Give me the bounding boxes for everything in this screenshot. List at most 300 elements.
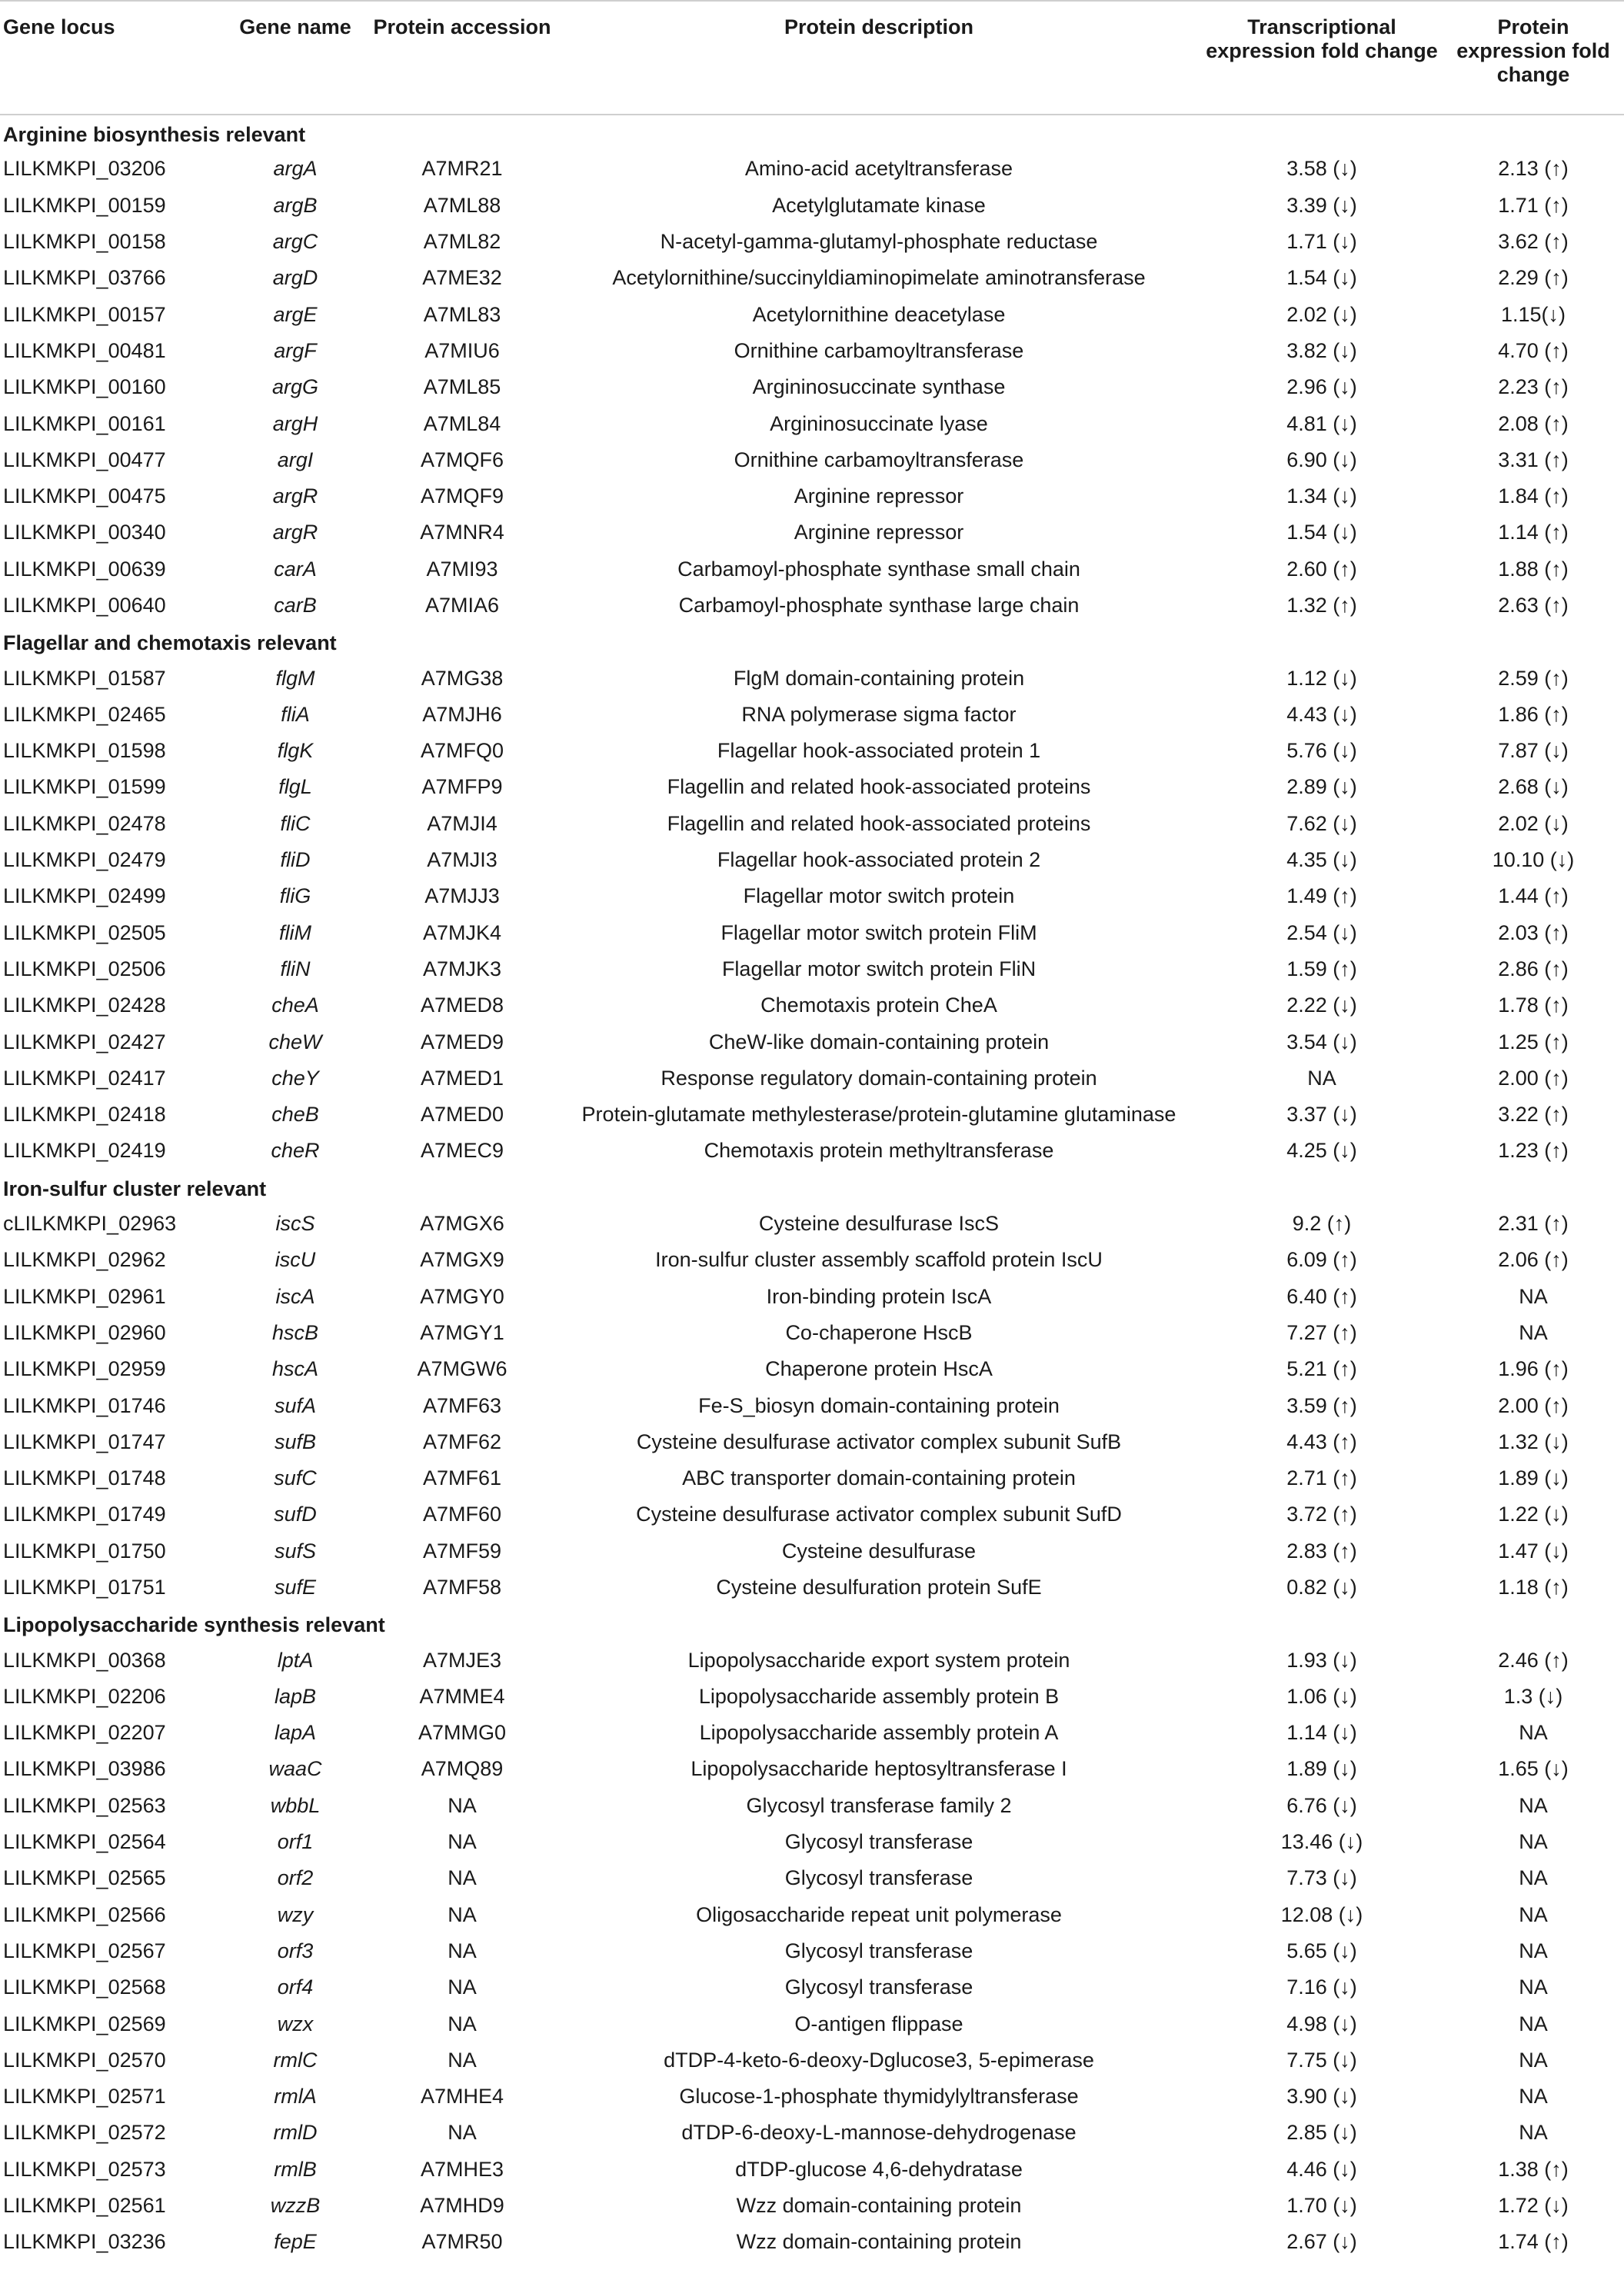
table-row bbox=[0, 442, 1624, 478]
gene-name-cell: sufC bbox=[274, 1466, 317, 1490]
protein-accession-cell: A7MJJ3 bbox=[424, 884, 500, 908]
protein-accession-cell: A7MIU6 bbox=[424, 338, 500, 362]
protein-description-cell: Fe-S_biosyn domain-containing protein bbox=[698, 1393, 1060, 1417]
gene-locus-cell: LILKMKPI_01751 bbox=[3, 1576, 166, 1599]
protein-description-cell: Argininosuccinate lyase bbox=[770, 411, 988, 435]
gene-locus-cell: LILKMKPI_02961 bbox=[3, 1284, 166, 1308]
transcriptional-fold-change-cell: 1.89 (↓) bbox=[1286, 1757, 1357, 1781]
gene-name-cell: fepE bbox=[274, 2230, 317, 2254]
transcriptional-fold-change-cell: 1.54 (↓) bbox=[1286, 521, 1357, 544]
table-row bbox=[0, 1315, 1624, 1351]
header-gene-locus: Gene locus bbox=[0, 1, 223, 115]
protein-fold-change-cell: 1.15(↓) bbox=[1500, 302, 1566, 326]
table-row bbox=[0, 1788, 1624, 1824]
gene-locus-cell: LILKMKPI_00159 bbox=[3, 193, 166, 217]
protein-description-cell: Chemotaxis protein methyltransferase bbox=[704, 1139, 1054, 1163]
section-title: Iron-sulfur cluster relevant bbox=[3, 1177, 267, 1200]
gene-locus-cell: LILKMKPI_00160 bbox=[3, 375, 166, 399]
table-row bbox=[0, 2115, 1624, 2151]
gene-name-cell: wzy bbox=[277, 1902, 314, 1926]
gene-name-cell: iscA bbox=[275, 1284, 315, 1308]
transcriptional-fold-change-cell: 2.67 (↓) bbox=[1286, 2230, 1357, 2254]
protein-description-cell: Acetylornithine/succinyldiaminopimelate aminotransferase bbox=[612, 266, 1146, 290]
transcriptional-fold-change-cell: 3.59 (↑) bbox=[1286, 1393, 1357, 1417]
table-row bbox=[0, 2152, 1624, 2188]
protein-fold-change-cell: 4.70 (↑) bbox=[1498, 338, 1569, 362]
transcriptional-fold-change-cell: 3.72 (↑) bbox=[1286, 1503, 1357, 1526]
protein-fold-change-cell: 2.68 (↓) bbox=[1498, 775, 1569, 799]
protein-description-cell: Protein-glutamate methylesterase/protein-glutamine glutaminase bbox=[581, 1103, 1176, 1127]
table-row bbox=[0, 697, 1624, 733]
protein-fold-change-cell: NA bbox=[1519, 1320, 1548, 1344]
transcriptional-fold-change-cell: 0.82 (↓) bbox=[1286, 1576, 1357, 1599]
protein-accession-cell: A7MED1 bbox=[420, 1066, 504, 1090]
gene-locus-cell: LILKMKPI_02564 bbox=[3, 1830, 166, 1854]
gene-name-cell: argF bbox=[274, 338, 317, 362]
transcriptional-fold-change-cell: 1.32 (↑) bbox=[1286, 593, 1357, 617]
transcriptional-fold-change-cell: NA bbox=[1307, 1066, 1336, 1090]
transcriptional-fold-change-cell: 6.40 (↑) bbox=[1286, 1284, 1357, 1308]
transcriptional-fold-change-cell: 1.59 (↑) bbox=[1286, 957, 1357, 980]
protein-fold-change-cell: 1.89 (↓) bbox=[1498, 1466, 1569, 1490]
protein-description-cell: Amino-acid acetyltransferase bbox=[744, 157, 1013, 181]
protein-accession-cell: A7MJK4 bbox=[422, 920, 502, 944]
protein-accession-cell: A7MGX9 bbox=[420, 1248, 504, 1272]
protein-description-cell: Cysteine desulfurase activator complex subunit SufB bbox=[636, 1430, 1122, 1453]
gene-locus-cell: LILKMKPI_02207 bbox=[3, 1721, 166, 1745]
protein-accession-cell: A7ML85 bbox=[423, 375, 501, 399]
table-row bbox=[0, 296, 1624, 332]
protein-accession-cell: A7MED0 bbox=[420, 1103, 504, 1127]
section-title: Lipopolysaccharide synthesis relevant bbox=[3, 1613, 385, 1637]
transcriptional-fold-change-cell: 1.49 (↑) bbox=[1286, 884, 1357, 908]
protein-description-cell: Lipopolysaccharide assembly protein A bbox=[699, 1721, 1059, 1745]
protein-accession-cell: A7MQ89 bbox=[421, 1757, 504, 1781]
table-row bbox=[0, 1351, 1624, 1387]
protein-description-cell: Glucose-1-phosphate thymidylyltransferase bbox=[679, 2085, 1079, 2109]
gene-locus-cell: LILKMKPI_02567 bbox=[3, 1939, 166, 1962]
gene-locus-cell: LILKMKPI_00368 bbox=[3, 1648, 166, 1672]
protein-fold-change-cell: NA bbox=[1519, 2121, 1548, 2145]
protein-description-cell: Arginine repressor bbox=[794, 521, 964, 544]
gene-name-cell: argA bbox=[273, 157, 318, 181]
transcriptional-fold-change-cell: 2.02 (↓) bbox=[1286, 302, 1357, 326]
gene-locus-cell: LILKMKPI_02561 bbox=[3, 2194, 166, 2218]
table-row bbox=[0, 551, 1624, 587]
transcriptional-fold-change-cell: 6.76 (↓) bbox=[1286, 1793, 1357, 1817]
protein-fold-change-cell: 2.63 (↑) bbox=[1498, 593, 1569, 617]
gene-locus-cell: LILKMKPI_00481 bbox=[3, 338, 166, 362]
gene-locus-cell: LILKMKPI_00161 bbox=[3, 411, 166, 435]
gene-name-cell: wzzB bbox=[270, 2194, 321, 2218]
protein-description-cell: Flagellar motor switch protein bbox=[743, 884, 1015, 908]
protein-description-cell: Flagellar hook-associated protein 1 bbox=[717, 739, 1041, 763]
protein-fold-change-cell: NA bbox=[1519, 1721, 1548, 1745]
transcriptional-fold-change-cell: 1.70 (↓) bbox=[1286, 2194, 1357, 2218]
protein-accession-cell: NA bbox=[448, 1830, 477, 1854]
protein-description-cell: Argininosuccinate synthase bbox=[752, 375, 1006, 399]
gene-locus-cell: LILKMKPI_03986 bbox=[3, 1757, 166, 1781]
protein-description-cell: Carbamoyl-phosphate synthase large chain bbox=[678, 593, 1080, 617]
protein-accession-cell: A7MF60 bbox=[422, 1503, 502, 1526]
protein-fold-change-cell: 1.38 (↑) bbox=[1498, 2157, 1569, 2181]
protein-description-cell: CheW-like domain-containing protein bbox=[708, 1030, 1050, 1053]
gene-name-cell: flgM bbox=[275, 666, 315, 690]
transcriptional-fold-change-cell: 5.65 (↓) bbox=[1286, 1939, 1357, 1962]
section-title: Arginine biosynthesis relevant bbox=[3, 122, 306, 146]
protein-fold-change-cell: 2.00 (↑) bbox=[1498, 1066, 1569, 1090]
table-row bbox=[0, 587, 1624, 624]
gene-name-cell: argR bbox=[272, 484, 318, 508]
protein-accession-cell: NA bbox=[448, 1939, 477, 1962]
protein-fold-change-cell: 1.84 (↑) bbox=[1498, 484, 1569, 508]
table-row bbox=[0, 951, 1624, 987]
protein-fold-change-cell: 1.86 (↑) bbox=[1498, 702, 1569, 726]
gene-name-cell: argB bbox=[273, 193, 318, 217]
protein-fold-change-cell: 1.47 (↓) bbox=[1498, 1539, 1569, 1563]
gene-name-cell: sufS bbox=[274, 1539, 317, 1563]
gene-name-cell: flgL bbox=[278, 775, 312, 799]
transcriptional-fold-change-cell: 7.16 (↓) bbox=[1286, 1975, 1357, 1999]
protein-accession-cell: A7MIA6 bbox=[424, 593, 500, 617]
gene-locus-cell: LILKMKPI_02418 bbox=[3, 1103, 166, 1127]
gene-locus-cell: LILKMKPI_02571 bbox=[3, 2085, 166, 2109]
protein-accession-cell: A7MF62 bbox=[422, 1430, 502, 1453]
protein-fold-change-cell: NA bbox=[1519, 1902, 1548, 1926]
table-row bbox=[0, 1206, 1624, 1242]
gene-name-cell: sufD bbox=[274, 1503, 317, 1526]
gene-locus-cell: LILKMKPI_02572 bbox=[3, 2121, 166, 2145]
protein-fold-change-cell: NA bbox=[1519, 2012, 1548, 2035]
gene-locus-cell: LILKMKPI_01747 bbox=[3, 1430, 166, 1453]
gene-name-cell: cheA bbox=[271, 994, 319, 1017]
protein-fold-change-cell: NA bbox=[1519, 1939, 1548, 1962]
protein-description-cell: Lipopolysaccharide heptosyltransferase I bbox=[691, 1757, 1067, 1781]
protein-description-cell: Flagellar motor switch protein FliN bbox=[721, 957, 1037, 980]
protein-description-cell: Glycosyl transferase family 2 bbox=[746, 1793, 1012, 1817]
protein-accession-cell: A7MGW6 bbox=[417, 1357, 508, 1381]
gene-name-cell: hscB bbox=[271, 1320, 319, 1344]
protein-description-cell: dTDP-6-deoxy-L-mannose-dehydrogenase bbox=[681, 2121, 1077, 2145]
protein-accession-cell: A7MF63 bbox=[422, 1393, 502, 1417]
protein-fold-change-cell: 2.06 (↑) bbox=[1498, 1248, 1569, 1272]
table-row bbox=[0, 987, 1624, 1023]
gene-locus-cell: LILKMKPI_02959 bbox=[3, 1357, 166, 1381]
header-protein-fold-change: Protein expression fold change bbox=[1443, 1, 1624, 115]
table-row bbox=[0, 1897, 1624, 1933]
transcriptional-fold-change-cell: 2.54 (↓) bbox=[1286, 920, 1357, 944]
table-row bbox=[0, 1060, 1624, 1097]
gene-name-cell: cheW bbox=[268, 1030, 322, 1053]
table-row bbox=[0, 660, 1624, 696]
table-row bbox=[0, 1715, 1624, 1751]
gene-locus-cell: LILKMKPI_03766 bbox=[3, 266, 166, 290]
table-row bbox=[0, 1824, 1624, 1860]
protein-description-cell: Flagellar hook-associated protein 2 bbox=[717, 848, 1041, 872]
gene-name-cell: fliA bbox=[281, 702, 310, 726]
protein-accession-cell: NA bbox=[448, 1793, 477, 1817]
gene-name-cell: orf1 bbox=[277, 1830, 314, 1854]
transcriptional-fold-change-cell: 1.34 (↓) bbox=[1286, 484, 1357, 508]
section-header-row bbox=[0, 1606, 1624, 1642]
protein-accession-cell: NA bbox=[448, 1902, 477, 1926]
gene-locus-cell: LILKMKPI_02505 bbox=[3, 920, 166, 944]
protein-accession-cell: A7MED8 bbox=[420, 994, 504, 1017]
table-row bbox=[0, 1933, 1624, 1969]
gene-locus-cell: LILKMKPI_00640 bbox=[3, 593, 166, 617]
header-transcriptional-fold-change: Transcriptional expression fold change bbox=[1201, 1, 1443, 115]
gene-locus-cell: LILKMKPI_02962 bbox=[3, 1248, 166, 1272]
protein-accession-cell: A7MG38 bbox=[421, 666, 504, 690]
table-row bbox=[0, 514, 1624, 551]
protein-description-cell: Cysteine desulfurase IscS bbox=[758, 1212, 1000, 1236]
protein-accession-cell: A7MED9 bbox=[420, 1030, 504, 1053]
protein-fold-change-cell: 1.14 (↑) bbox=[1498, 521, 1569, 544]
gene-locus-cell: LILKMKPI_01598 bbox=[3, 739, 166, 763]
table-header-row bbox=[0, 1, 1624, 115]
gene-name-cell: fliM bbox=[279, 920, 311, 944]
protein-fold-change-cell: 1.3 (↓) bbox=[1503, 1684, 1563, 1708]
header-gene-name: Gene name bbox=[223, 1, 368, 115]
protein-fold-change-cell: 10.10 (↓) bbox=[1492, 848, 1575, 872]
gene-name-cell: rmlD bbox=[273, 2121, 318, 2145]
table-row bbox=[0, 333, 1624, 369]
protein-fold-change-cell: NA bbox=[1519, 2085, 1548, 2109]
protein-accession-cell: A7MFQ0 bbox=[420, 739, 504, 763]
table-row bbox=[0, 1279, 1624, 1315]
protein-fold-change-cell: NA bbox=[1519, 1793, 1548, 1817]
protein-description-cell: Wzz domain-containing protein bbox=[736, 2230, 1022, 2254]
gene-name-cell: cheY bbox=[271, 1066, 319, 1090]
gene-locus-cell: LILKMKPI_02570 bbox=[3, 2048, 166, 2072]
gene-locus-cell: LILKMKPI_01746 bbox=[3, 1393, 166, 1417]
gene-name-cell: hscA bbox=[271, 1357, 319, 1381]
protein-fold-change-cell: 1.25 (↑) bbox=[1498, 1030, 1569, 1053]
protein-description-cell: Response regulatory domain-containing protein bbox=[661, 1066, 1097, 1090]
gene-name-cell: orf2 bbox=[277, 1866, 314, 1890]
protein-fold-change-cell: 2.59 (↑) bbox=[1498, 666, 1569, 690]
gene-name-cell: wzx bbox=[277, 2012, 314, 2035]
protein-accession-cell: A7MHE3 bbox=[420, 2157, 504, 2181]
gene-locus-cell: LILKMKPI_01599 bbox=[3, 775, 166, 799]
protein-fold-change-cell: 1.96 (↑) bbox=[1498, 1357, 1569, 1381]
protein-fold-change-cell: 2.23 (↑) bbox=[1498, 375, 1569, 399]
protein-accession-cell: A7MGY0 bbox=[420, 1284, 504, 1308]
protein-accession-cell: A7MJI4 bbox=[427, 811, 498, 835]
gene-locus-cell: cLILKMKPI_02963 bbox=[3, 1212, 177, 1236]
protein-description-cell: Oligosaccharide repeat unit polymerase bbox=[696, 1902, 1062, 1926]
gene-locus-cell: LILKMKPI_00157 bbox=[3, 302, 166, 326]
protein-description-cell: Flagellin and related hook-associated proteins bbox=[667, 811, 1091, 835]
transcriptional-fold-change-cell: 5.76 (↓) bbox=[1286, 739, 1357, 763]
transcriptional-fold-change-cell: 4.35 (↓) bbox=[1286, 848, 1357, 872]
gene-name-cell: iscU bbox=[275, 1248, 316, 1272]
transcriptional-fold-change-cell: 1.06 (↓) bbox=[1286, 1684, 1357, 1708]
protein-accession-cell: A7ML83 bbox=[423, 302, 501, 326]
protein-fold-change-cell: 2.13 (↑) bbox=[1498, 157, 1569, 181]
protein-fold-change-cell: 7.87 (↓) bbox=[1498, 739, 1569, 763]
transcriptional-fold-change-cell: 4.43 (↑) bbox=[1286, 1430, 1357, 1453]
protein-fold-change-cell: 1.44 (↑) bbox=[1498, 884, 1569, 908]
protein-fold-change-cell: 2.46 (↑) bbox=[1498, 1648, 1569, 1672]
protein-description-cell: ABC transporter domain-containing protein bbox=[682, 1466, 1076, 1490]
transcriptional-fold-change-cell: 9.2 (↑) bbox=[1292, 1212, 1352, 1236]
protein-fold-change-cell: NA bbox=[1519, 1830, 1548, 1854]
gene-name-cell: sufE bbox=[274, 1576, 317, 1599]
protein-accession-cell: A7MHD9 bbox=[420, 2194, 504, 2218]
section-header-row bbox=[0, 624, 1624, 660]
gene-name-cell: fliD bbox=[280, 848, 311, 872]
protein-accession-cell: A7ML82 bbox=[423, 230, 501, 254]
gene-locus-cell: LILKMKPI_02419 bbox=[3, 1139, 166, 1163]
table-row bbox=[0, 2224, 1624, 2260]
protein-description-cell: N-acetyl-gamma-glutamyl-phosphate reductase bbox=[660, 230, 1098, 254]
protein-accession-cell: A7MF58 bbox=[422, 1576, 502, 1599]
gene-locus-cell: LILKMKPI_02428 bbox=[3, 994, 166, 1017]
gene-name-cell: orf4 bbox=[277, 1975, 314, 1999]
gene-locus-cell: LILKMKPI_02565 bbox=[3, 1866, 166, 1890]
transcriptional-fold-change-cell: 7.27 (↑) bbox=[1286, 1320, 1357, 1344]
protein-accession-cell: A7MNR4 bbox=[420, 521, 504, 544]
table-row bbox=[0, 1969, 1624, 2005]
protein-fold-change-cell: 1.65 (↓) bbox=[1498, 1757, 1569, 1781]
protein-accession-cell: A7ME32 bbox=[422, 266, 502, 290]
gene-locus-cell: LILKMKPI_03236 bbox=[3, 2230, 166, 2254]
protein-fold-change-cell: 2.86 (↑) bbox=[1498, 957, 1569, 980]
transcriptional-fold-change-cell: 4.81 (↓) bbox=[1286, 411, 1357, 435]
gene-locus-cell: LILKMKPI_02563 bbox=[3, 1793, 166, 1817]
gene-locus-cell: LILKMKPI_02566 bbox=[3, 1902, 166, 1926]
table-row bbox=[0, 769, 1624, 805]
section-header-row bbox=[0, 115, 1624, 151]
gene-name-cell: lapA bbox=[274, 1721, 317, 1745]
transcriptional-fold-change-cell: 6.09 (↑) bbox=[1286, 1248, 1357, 1272]
transcriptional-fold-change-cell: 4.98 (↓) bbox=[1286, 2012, 1357, 2035]
protein-fold-change-cell: 1.18 (↑) bbox=[1498, 1576, 1569, 1599]
protein-fold-change-cell: 3.62 (↑) bbox=[1498, 230, 1569, 254]
table-row bbox=[0, 478, 1624, 514]
protein-accession-cell: A7MME4 bbox=[419, 1684, 505, 1708]
gene-name-cell: wbbL bbox=[270, 1793, 321, 1817]
transcriptional-fold-change-cell: 3.82 (↓) bbox=[1286, 338, 1357, 362]
transcriptional-fold-change-cell: 2.71 (↑) bbox=[1286, 1466, 1357, 1490]
gene-locus-cell: LILKMKPI_01750 bbox=[3, 1539, 166, 1563]
gene-locus-cell: LILKMKPI_02427 bbox=[3, 1030, 166, 1053]
gene-name-cell: argR bbox=[272, 521, 318, 544]
gene-locus-cell: LILKMKPI_00158 bbox=[3, 230, 166, 254]
protein-description-cell: Lipopolysaccharide export system protein bbox=[687, 1648, 1070, 1672]
gene-name-cell: fliN bbox=[280, 957, 311, 980]
protein-description-cell: O-antigen flippase bbox=[794, 2012, 963, 2035]
protein-fold-change-cell: 2.03 (↑) bbox=[1498, 920, 1569, 944]
transcriptional-fold-change-cell: 12.08 (↓) bbox=[1280, 1902, 1363, 1926]
gene-locus-cell: LILKMKPI_00639 bbox=[3, 557, 166, 581]
protein-description-cell: dTDP-4-keto-6-deoxy-Dglucose3, 5-epimerase bbox=[664, 2048, 1094, 2072]
gene-locus-cell: LILKMKPI_00477 bbox=[3, 448, 166, 471]
protein-accession-cell: NA bbox=[448, 2121, 477, 2145]
table-row bbox=[0, 1097, 1624, 1133]
protein-accession-cell: A7MJI3 bbox=[427, 848, 498, 872]
section-header-row bbox=[0, 1170, 1624, 1206]
protein-fold-change-cell: 1.74 (↑) bbox=[1498, 2230, 1569, 2254]
gene-locus-cell: LILKMKPI_02465 bbox=[3, 702, 166, 726]
table-row bbox=[0, 1023, 1624, 1060]
protein-accession-cell: A7MHE4 bbox=[420, 2085, 504, 2109]
protein-description-cell: Iron-binding protein IscA bbox=[766, 1284, 992, 1308]
transcriptional-fold-change-cell: 3.39 (↓) bbox=[1286, 193, 1357, 217]
table-row bbox=[0, 842, 1624, 878]
protein-accession-cell: A7MF59 bbox=[422, 1539, 502, 1563]
transcriptional-fold-change-cell: 4.46 (↓) bbox=[1286, 2157, 1357, 2181]
gene-locus-cell: LILKMKPI_02568 bbox=[3, 1975, 166, 1999]
table-row bbox=[0, 806, 1624, 842]
table-row bbox=[0, 1751, 1624, 1787]
transcriptional-fold-change-cell: 2.83 (↑) bbox=[1286, 1539, 1357, 1563]
header-protein-accession: Protein accession bbox=[368, 1, 557, 115]
protein-description-cell: FlgM domain-containing protein bbox=[733, 666, 1025, 690]
transcriptional-fold-change-cell: 3.37 (↓) bbox=[1286, 1103, 1357, 1127]
protein-accession-cell: A7MGX6 bbox=[420, 1212, 504, 1236]
protein-description-cell: Glycosyl transferase bbox=[784, 1830, 973, 1854]
protein-fold-change-cell: 1.72 (↓) bbox=[1498, 2194, 1569, 2218]
gene-locus-cell: LILKMKPI_00340 bbox=[3, 521, 166, 544]
transcriptional-fold-change-cell: 1.14 (↓) bbox=[1286, 1721, 1357, 1745]
protein-accession-cell: A7ML84 bbox=[423, 411, 501, 435]
gene-name-cell: argG bbox=[271, 375, 319, 399]
protein-description-cell: Chaperone protein HscA bbox=[765, 1357, 993, 1381]
gene-locus-cell: LILKMKPI_01749 bbox=[3, 1503, 166, 1526]
protein-accession-cell: A7MR21 bbox=[421, 157, 503, 181]
protein-description-cell: Acetylglutamate kinase bbox=[772, 193, 986, 217]
gene-name-cell: rmlA bbox=[274, 2085, 317, 2109]
protein-description-cell: RNA polymerase sigma factor bbox=[741, 702, 1017, 726]
protein-fold-change-cell: 1.32 (↓) bbox=[1498, 1430, 1569, 1453]
protein-description-cell: Carbamoyl-phosphate synthase small chain bbox=[677, 557, 1080, 581]
gene-name-cell: argC bbox=[272, 230, 318, 254]
table-row bbox=[0, 1496, 1624, 1533]
protein-accession-cell: A7MR50 bbox=[421, 2230, 503, 2254]
table-row bbox=[0, 369, 1624, 405]
protein-description-cell: Acetylornithine deacetylase bbox=[752, 302, 1006, 326]
protein-fold-change-cell: NA bbox=[1519, 1866, 1548, 1890]
transcriptional-fold-change-cell: 1.54 (↓) bbox=[1286, 266, 1357, 290]
protein-description-cell: Chemotaxis protein CheA bbox=[760, 994, 997, 1017]
gene-name-cell: argE bbox=[273, 302, 318, 326]
table-row bbox=[0, 2079, 1624, 2115]
protein-accession-cell: A7MI93 bbox=[426, 557, 498, 581]
gene-name-cell: rmlB bbox=[274, 2157, 317, 2181]
protein-description-cell: Co-chaperone HscB bbox=[785, 1320, 973, 1344]
gene-locus-cell: LILKMKPI_02417 bbox=[3, 1066, 166, 1090]
protein-accession-cell: NA bbox=[448, 1975, 477, 1999]
gene-locus-cell: LILKMKPI_02506 bbox=[3, 957, 166, 980]
protein-fold-change-cell: NA bbox=[1519, 1975, 1548, 1999]
table-row bbox=[0, 1460, 1624, 1496]
protein-accession-cell: A7MEC9 bbox=[420, 1139, 504, 1163]
protein-accession-cell: A7MFP9 bbox=[421, 775, 503, 799]
table-row bbox=[0, 405, 1624, 441]
table-row bbox=[0, 878, 1624, 914]
gene-name-cell: sufB bbox=[274, 1430, 317, 1453]
protein-accession-cell: A7MQF6 bbox=[420, 448, 504, 471]
protein-description-cell: Ornithine carbamoyltransferase bbox=[734, 448, 1024, 471]
transcriptional-fold-change-cell: 6.90 (↓) bbox=[1286, 448, 1357, 471]
table-row bbox=[0, 915, 1624, 951]
gene-locus-cell: LILKMKPI_02573 bbox=[3, 2157, 166, 2181]
protein-description-cell: Flagellin and related hook-associated proteins bbox=[667, 775, 1091, 799]
gene-name-cell: carB bbox=[274, 593, 317, 617]
gene-locus-cell: LILKMKPI_00475 bbox=[3, 484, 166, 508]
